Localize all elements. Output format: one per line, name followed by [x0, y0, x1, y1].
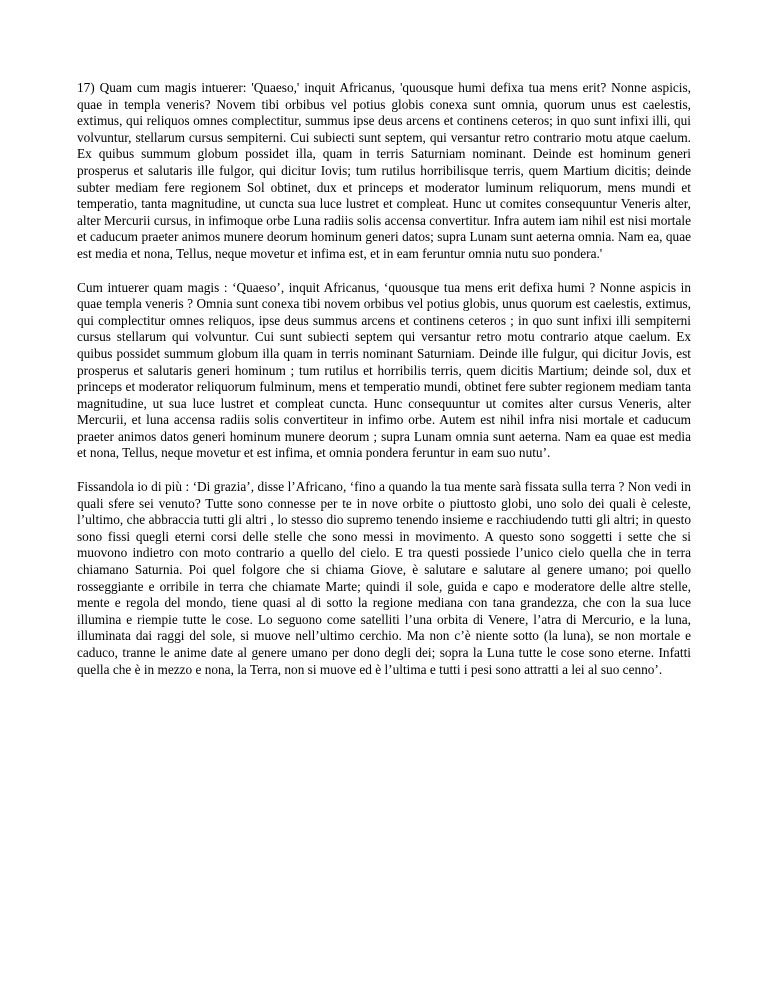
latin-reordered-paragraph: Cum intuerer quam magis : ‘Quaeso’, inquit Africanus, ‘quousque tua mens erit defixa humi ? Nonne aspicis in quae templa veneris ? Omnia sunt conexa tibi novem orbibus vel potius globis, unus quorum est caelestis, extimus, qui complectitur omnes reliquos, ipse deus summus arcens et continens ceteros ; in quo sunt infixi illi sempiterni cursus stellarum qui volvuntur. Cui sunt subiecti septem qui versantur retro motu contrario atque caelum. Ex quibus possidet summum globum illa quam in terris nominant Saturniam. Deinde ille fulgur, qui dicitur Jovis, est prosperus et salutaris generi hominum ; tum rutilus et horribilis terris, quem dicitis Martium; deinde sol, dux et princeps et moderator reliquorum fulminum, mens et temperatio mundi, obtinet fere subter regionem mediam tanta magnitudine, ut sua luce lustret et compleat cuncta. Hunc consequuntur ut comites alter cursus Veneris, alter Mercurii, et luna accensa radiis solis convertiteur in infimo orbe. Autem est nihil infra nisi mortale et caducum praeter animos datos generi hominum munere deorum ; supra Lunam omnia sunt aeterna. Nam ea quae est media et nona, Tellus, neque movetur et est infima, et omnia pondera feruntur in eam suo nutu’. — [77, 279, 691, 461]
document-page — [77, 80, 691, 695]
latin-original-paragraph: 17) Quam cum magis intuerer: 'Quaeso,' inquit Africanus, 'quousque humi defixa tua mens erit? Nonne aspicis, quae in templa veneris? Novem tibi orbibus vel potius globis conexa sunt omnia, quorum unus est caelestis, extimus, qui reliquos omnes complectitur, summus ipse deus arcens et continens ceteros; in quo sunt infixi illi, qui volvuntur, stellarum cursus sempiterni. Cui subiecti sunt septem, qui versantur retro contrario motu atque caelum. Ex quibus summum globum possidet illa, quam in terris Saturniam nominant. Deinde est hominum generi prosperus et salutaris ille fulgor, qui dicitur Iovis; tum rutilus horribilisque terris, quem Martium dicitis; deinde subter mediam fere regionem Sol obtinet, dux et princeps et moderator luminum reliquorum, mens mundi et temperatio, tanta magnitudine, ut cuncta sua luce lustret et compleat. Hunc ut comites consequuntur Veneris alter, alter Mercurii cursus, in infimoque orbe Luna radiis solis accensa convertitur. Infra autem iam nihil est nisi mortale et caducum praeter animos munere deorum hominum generi datos; supra Lunam sunt aeterna omnia. Nam ea, quae est media et nona, Tellus, neque movetur et infima est, et in eam feruntur omnia nutu suo pondera.' — [77, 80, 691, 261]
italian-translation-paragraph: Fissandola io di più : ‘Di grazia’, disse l’Africano, ‘fino a quando la tua mente sarà fissata sulla terra ? Non vedi in quali sfere sei venuto? Tutte sono connesse per te in nove orbite o piuttosto globi, uno solo dei quali è celeste, l’ultimo, che abbraccia tutti gli altri , lo stesso dio supremo tenendo insieme e racchiudendo tutti gli altri; in questo sono fissi quegli eterni corsi delle stelle che sono messi in movimento. A questo sono soggetti i sette che si muovono indietro con moto contrario a quello del cielo. E tra questi possiede l’unico cielo quella che in terra chiamano Saturnia. Poi quel folgore che si chiama Giove, è salutare e salutare al genere umano; poi quello rosseggiante e orribile in terra che chiamate Marte; quindi il sole, guida e capo e moderatore delle altre stelle, mente e regola del mondo, tiene quasi al di sotto la regione mediana con tana grandezza, che con la sua luce illumina e riempie tutte le cose. Lo seguono come satelliti l’una orbita di Venere, l’atra di Mercurio, e la luna, illuminata dai raggi del sole, si muove nell’ultimo cerchio. Ma non c’è niente sotto (la luna), se non mortale e caduco, tranne le anime date al genere umano per dono degli dei; sopra la Luna tutte le cose sono eterne. Infatti quella che è in mezzo e nona, la Terra, non si muove ed è l’ultima e tutti i pesi sono attratti a lei al suo cenno’. — [77, 479, 691, 677]
